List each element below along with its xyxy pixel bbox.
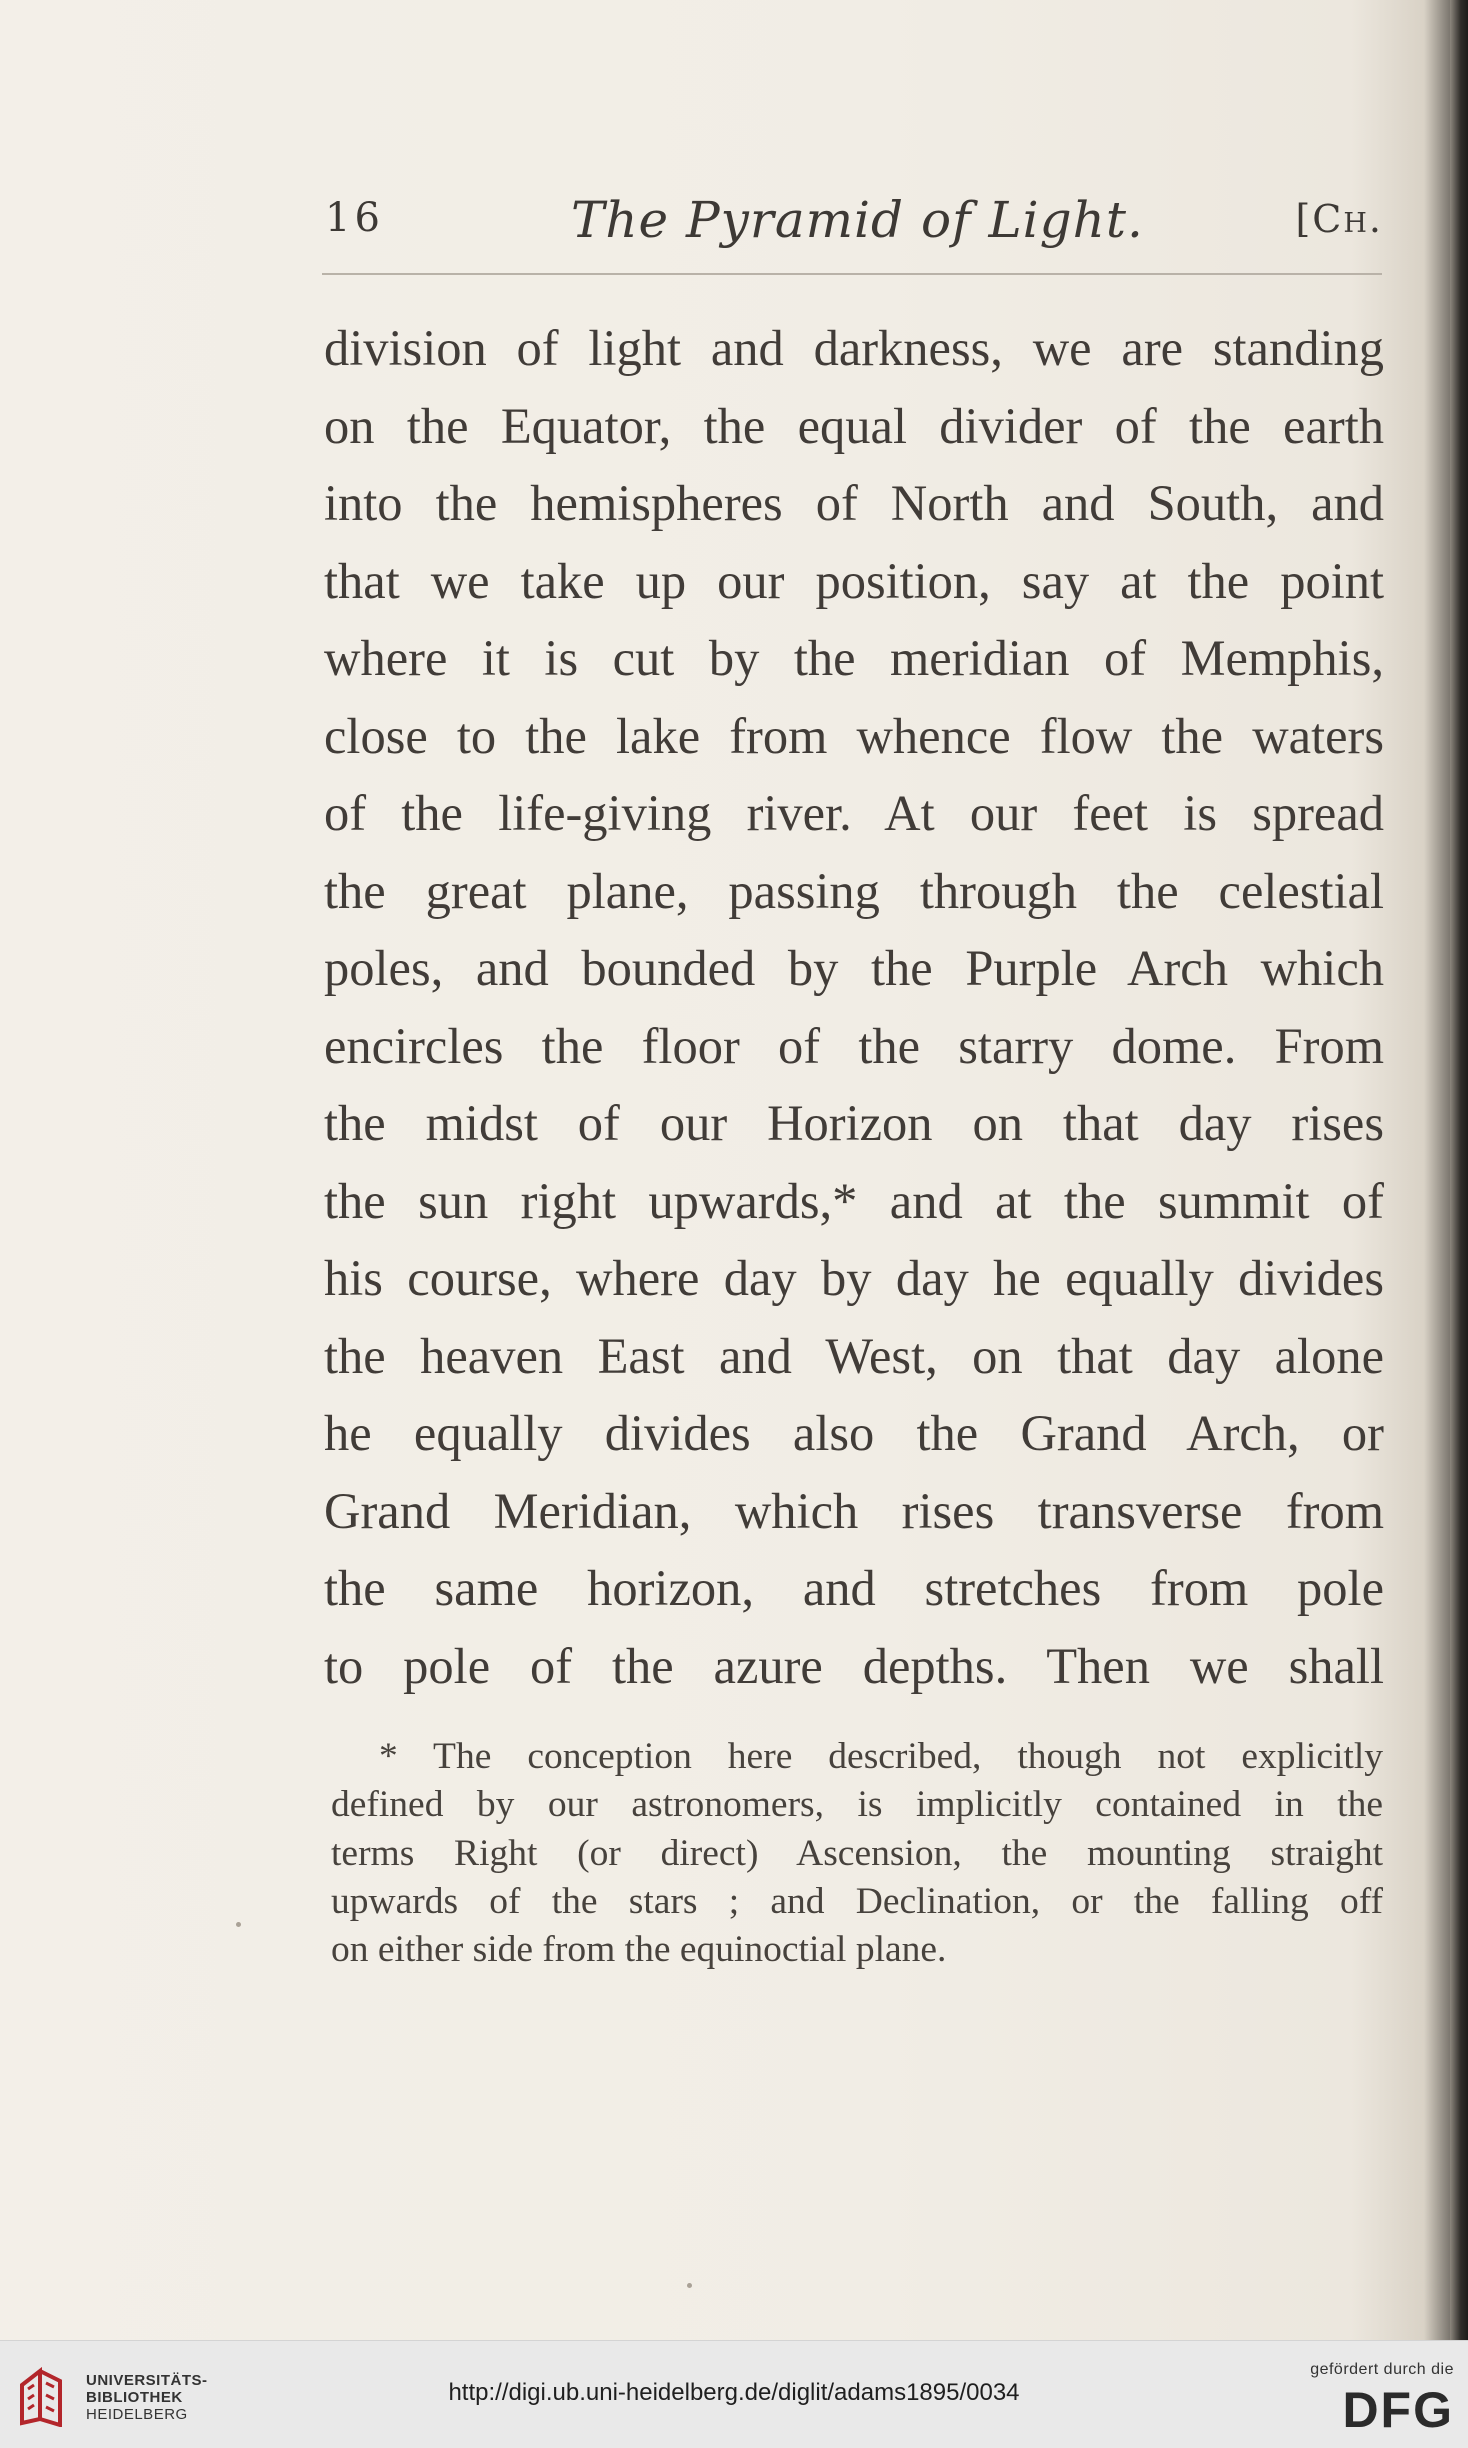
body-line: to pole of the azure depths. Then we shall [324, 1637, 1384, 1694]
footnote-line: * The conception here described, though not explicitly [379, 1736, 1383, 1777]
body-line: of the life-giving river. At our feet is spread [324, 785, 1384, 841]
footnote [331, 1733, 1383, 1974]
body-line: his course, where day by day he equally divides [324, 1250, 1384, 1306]
body-line: on the Equator, the equal divider of the earth [324, 397, 1384, 454]
body-line: encircles the floor of the starry dome. From [324, 1017, 1384, 1074]
body-line: into the hemispheres of North and South, and [324, 475, 1384, 531]
paper-speck [687, 2283, 692, 2288]
footnote-line: upwards of the stars ; and Declination, or the falling off [331, 1880, 1383, 1922]
body-line: where it is cut by the meridian of Memphis, [324, 630, 1384, 686]
body-line: poles, and bounded by the Purple Arch which [324, 940, 1384, 996]
viewer-footer-bar [0, 2340, 1468, 2448]
funding-label: gefördert durch die [1310, 2361, 1454, 2378]
footnote-line: defined by our astronomers, is implicitly contained in the [331, 1784, 1383, 1826]
running-title: The Pyramid of Light. [571, 191, 1144, 249]
body-line: the same horizon, and stretches from pole [324, 1560, 1384, 1616]
institution-line: UNIVERSITÄTS- [86, 2372, 208, 2389]
body-line: the heaven East and West, on that day alone [324, 1327, 1384, 1384]
paper-speck [236, 1922, 241, 1927]
footnote-line: on either side from the equinoctial plane. [331, 1929, 947, 1971]
running-header [325, 191, 1383, 255]
body-line: close to the lake from whence flow the waters [324, 707, 1384, 764]
body-line: he equally divides also the Grand Arch, or [324, 1405, 1384, 1461]
header-rule [322, 273, 1382, 275]
page-edge-shadow [1450, 0, 1468, 2340]
funding-note [1294, 2361, 1454, 2439]
page-url-link[interactable]: http://digi.ub.uni-heidelberg.de/diglit/adams1895/0034 [448, 2379, 1020, 2406]
body-line: Grand Meridian, which rises transverse from [324, 1482, 1384, 1539]
institution-line: HEIDELBERG [86, 2406, 188, 2423]
dfg-logo: DFG [1342, 2382, 1454, 2438]
body-text [324, 310, 1384, 1705]
body-line: division of light and darkness, we are standing [324, 320, 1384, 376]
body-line: that we take up our position, say at the point [324, 552, 1384, 609]
body-line: the sun right upwards,* and at the summit of [324, 1172, 1384, 1229]
page-number: 16 [325, 195, 384, 241]
footnote-line: terms Right (or direct) Ascension, the mounting straight [331, 1832, 1383, 1874]
body-line: the great plane, passing through the celestial [324, 862, 1384, 919]
institution-line: BIBLIOTHEK [86, 2389, 183, 2406]
chapter-mark: [Ch. [1295, 197, 1383, 241]
body-line: the midst of our Horizon on that day rises [324, 1095, 1384, 1151]
